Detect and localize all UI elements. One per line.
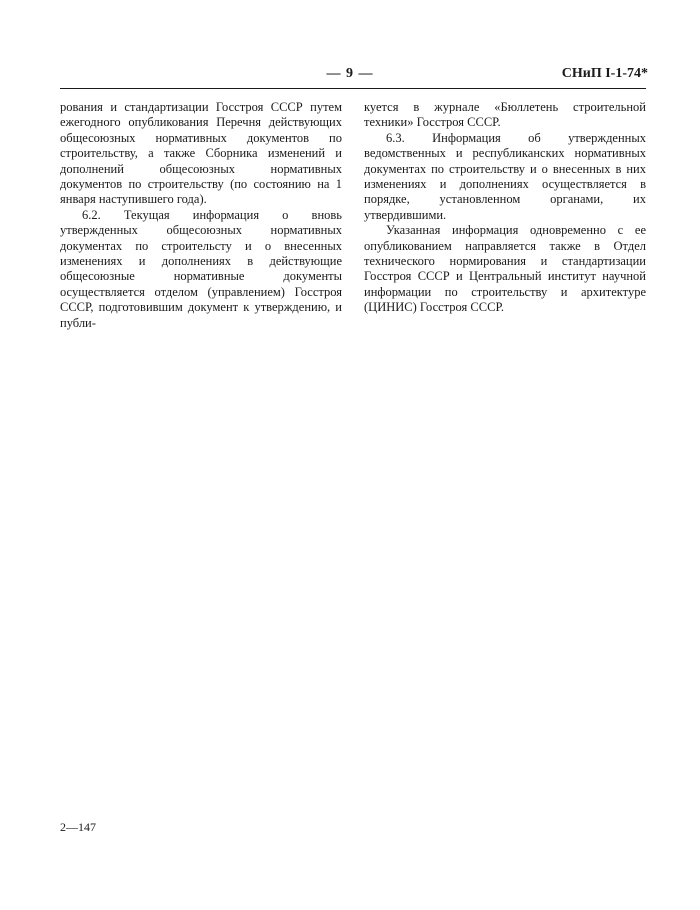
paragraph-6-3: [364, 131, 646, 223]
header-rule: [60, 88, 646, 89]
paragraph-6-2: [60, 208, 342, 331]
right-column: [364, 100, 646, 316]
page-number: — 9 —: [326, 66, 374, 81]
paragraph-text: Текущая информация о вновь утвержденных общесоюзных нормативных документах по строительсту и о внесенных изменениях и дополнениях в действующие общесоюзные нормативные документы осуществляется отделом (управлением) Госстроя СССР, подготовившим документ к утверждению, и публи-: [60, 207, 342, 330]
document-code: СНиП I-1-74*: [561, 66, 648, 81]
paragraph-distribution: Указанная информация одновременно с ее опубликованием направляется также в Отдел технического нормирования и стандартизации Госстроя СССР и Центральный институт научной информации по строительству и архитектуре (ЦИНИС) Госстроя СССР.: [364, 223, 646, 315]
section-number: 6.3.: [386, 130, 405, 145]
paragraph-continuation: куется в журнале «Бюллетень строительной техники» Госстроя СССР.: [364, 100, 646, 130]
section-number: 6.2.: [82, 207, 101, 222]
left-column: [60, 100, 342, 331]
sheet-mark: 2—147: [60, 820, 96, 834]
paragraph-text: Информация об утвержденных ведомственных и республиканских нормативных документах по строительству и о внесенных в них изменениях и дополнениях осуществляется в порядке, установленном органами, их утвердившими.: [364, 130, 647, 222]
paragraph-continuation: рования и стандартизации Госстроя СССР путем ежегодного опубликования Перечня действующих общесоюзных нормативных документов по строительству, а также Сборника изменений и дополнений общесоюзных нормативных документов по строительству (по состоянию на 1 января наступившего года).: [60, 100, 342, 207]
